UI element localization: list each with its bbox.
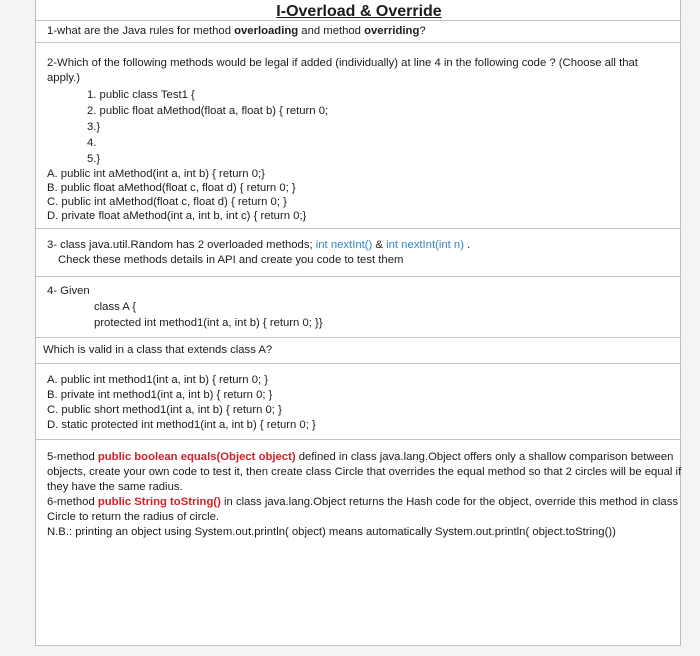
- code-line: 4.: [87, 137, 97, 149]
- question-4-text: Which is valid in a class that extends class A?: [43, 344, 273, 356]
- divider: [36, 228, 681, 229]
- code-line: 1. public class Test1 {: [87, 89, 195, 101]
- option-a: A. public int aMethod(int a, int b) { return 0;}: [47, 168, 265, 180]
- option-c: C. public short method1(int a, int b) { return 0; }: [47, 404, 282, 416]
- question-5-line-2: objects, create your own code to test it, then create class Circle that overrides the equal method so that 2 circles will be equal if: [47, 466, 682, 478]
- code-line: class A {: [94, 301, 137, 313]
- page-title: I-Overload & Override: [276, 3, 442, 20]
- question-6: 6-method public String toString() in class java.lang.Object returns the Hash code for the object, override this method in class: [47, 496, 679, 508]
- question-6-line-2: Circle to return the radius of circle.: [47, 511, 220, 523]
- code-line: 3.}: [87, 121, 101, 133]
- divider: [36, 439, 681, 440]
- divider: [36, 363, 681, 364]
- question-2-line-2: apply.): [47, 72, 81, 84]
- code-line: 5.}: [87, 153, 101, 165]
- question-3: 3- class java.util.Random has 2 overloaded methods; int nextInt() & int nextInt(int n) .: [47, 239, 471, 251]
- option-c: C. public int aMethod(float c, float d) { return 0; }: [47, 196, 287, 208]
- divider: [36, 20, 681, 21]
- question-2-line-1: 2-Which of the following methods would be legal if added (individually) at line 4 in the following code ? (Choose all that: [47, 57, 638, 69]
- divider: [36, 337, 681, 338]
- question-4-label: 4- Given: [47, 285, 90, 297]
- question-5-line-3: they have the same radius.: [47, 481, 183, 493]
- question-5: 5-method public boolean equals(Object object) defined in class java.lang.Object offers only a shallow comparison between: [47, 451, 674, 463]
- document-page: [35, 0, 681, 646]
- question-1: 1-what are the Java rules for method overloading and method overriding?: [47, 25, 426, 37]
- code-line: 2. public float aMethod(float a, float b) { return 0;: [87, 105, 329, 117]
- option-b: B. private int method1(int a, int b) { return 0; }: [47, 389, 273, 401]
- code-line: protected int method1(int a, int b) { return 0; }}: [94, 317, 323, 329]
- option-d: D. static protected int method1(int a, int b) { return 0; }: [47, 419, 316, 431]
- option-b: B. public float aMethod(float c, float d) { return 0; }: [47, 182, 296, 194]
- option-a: A. public int method1(int a, int b) { return 0; }: [47, 374, 269, 386]
- question-3-line-2: Check these methods details in API and create you code to test them: [58, 254, 404, 266]
- note: N.B.: printing an object using System.out.println( object) means automatically System.out.println( object.toString()): [47, 526, 616, 538]
- divider: [36, 276, 681, 277]
- divider: [36, 42, 681, 43]
- option-d: D. private float aMethod(int a, int b, int c) { return 0;}: [47, 210, 307, 222]
